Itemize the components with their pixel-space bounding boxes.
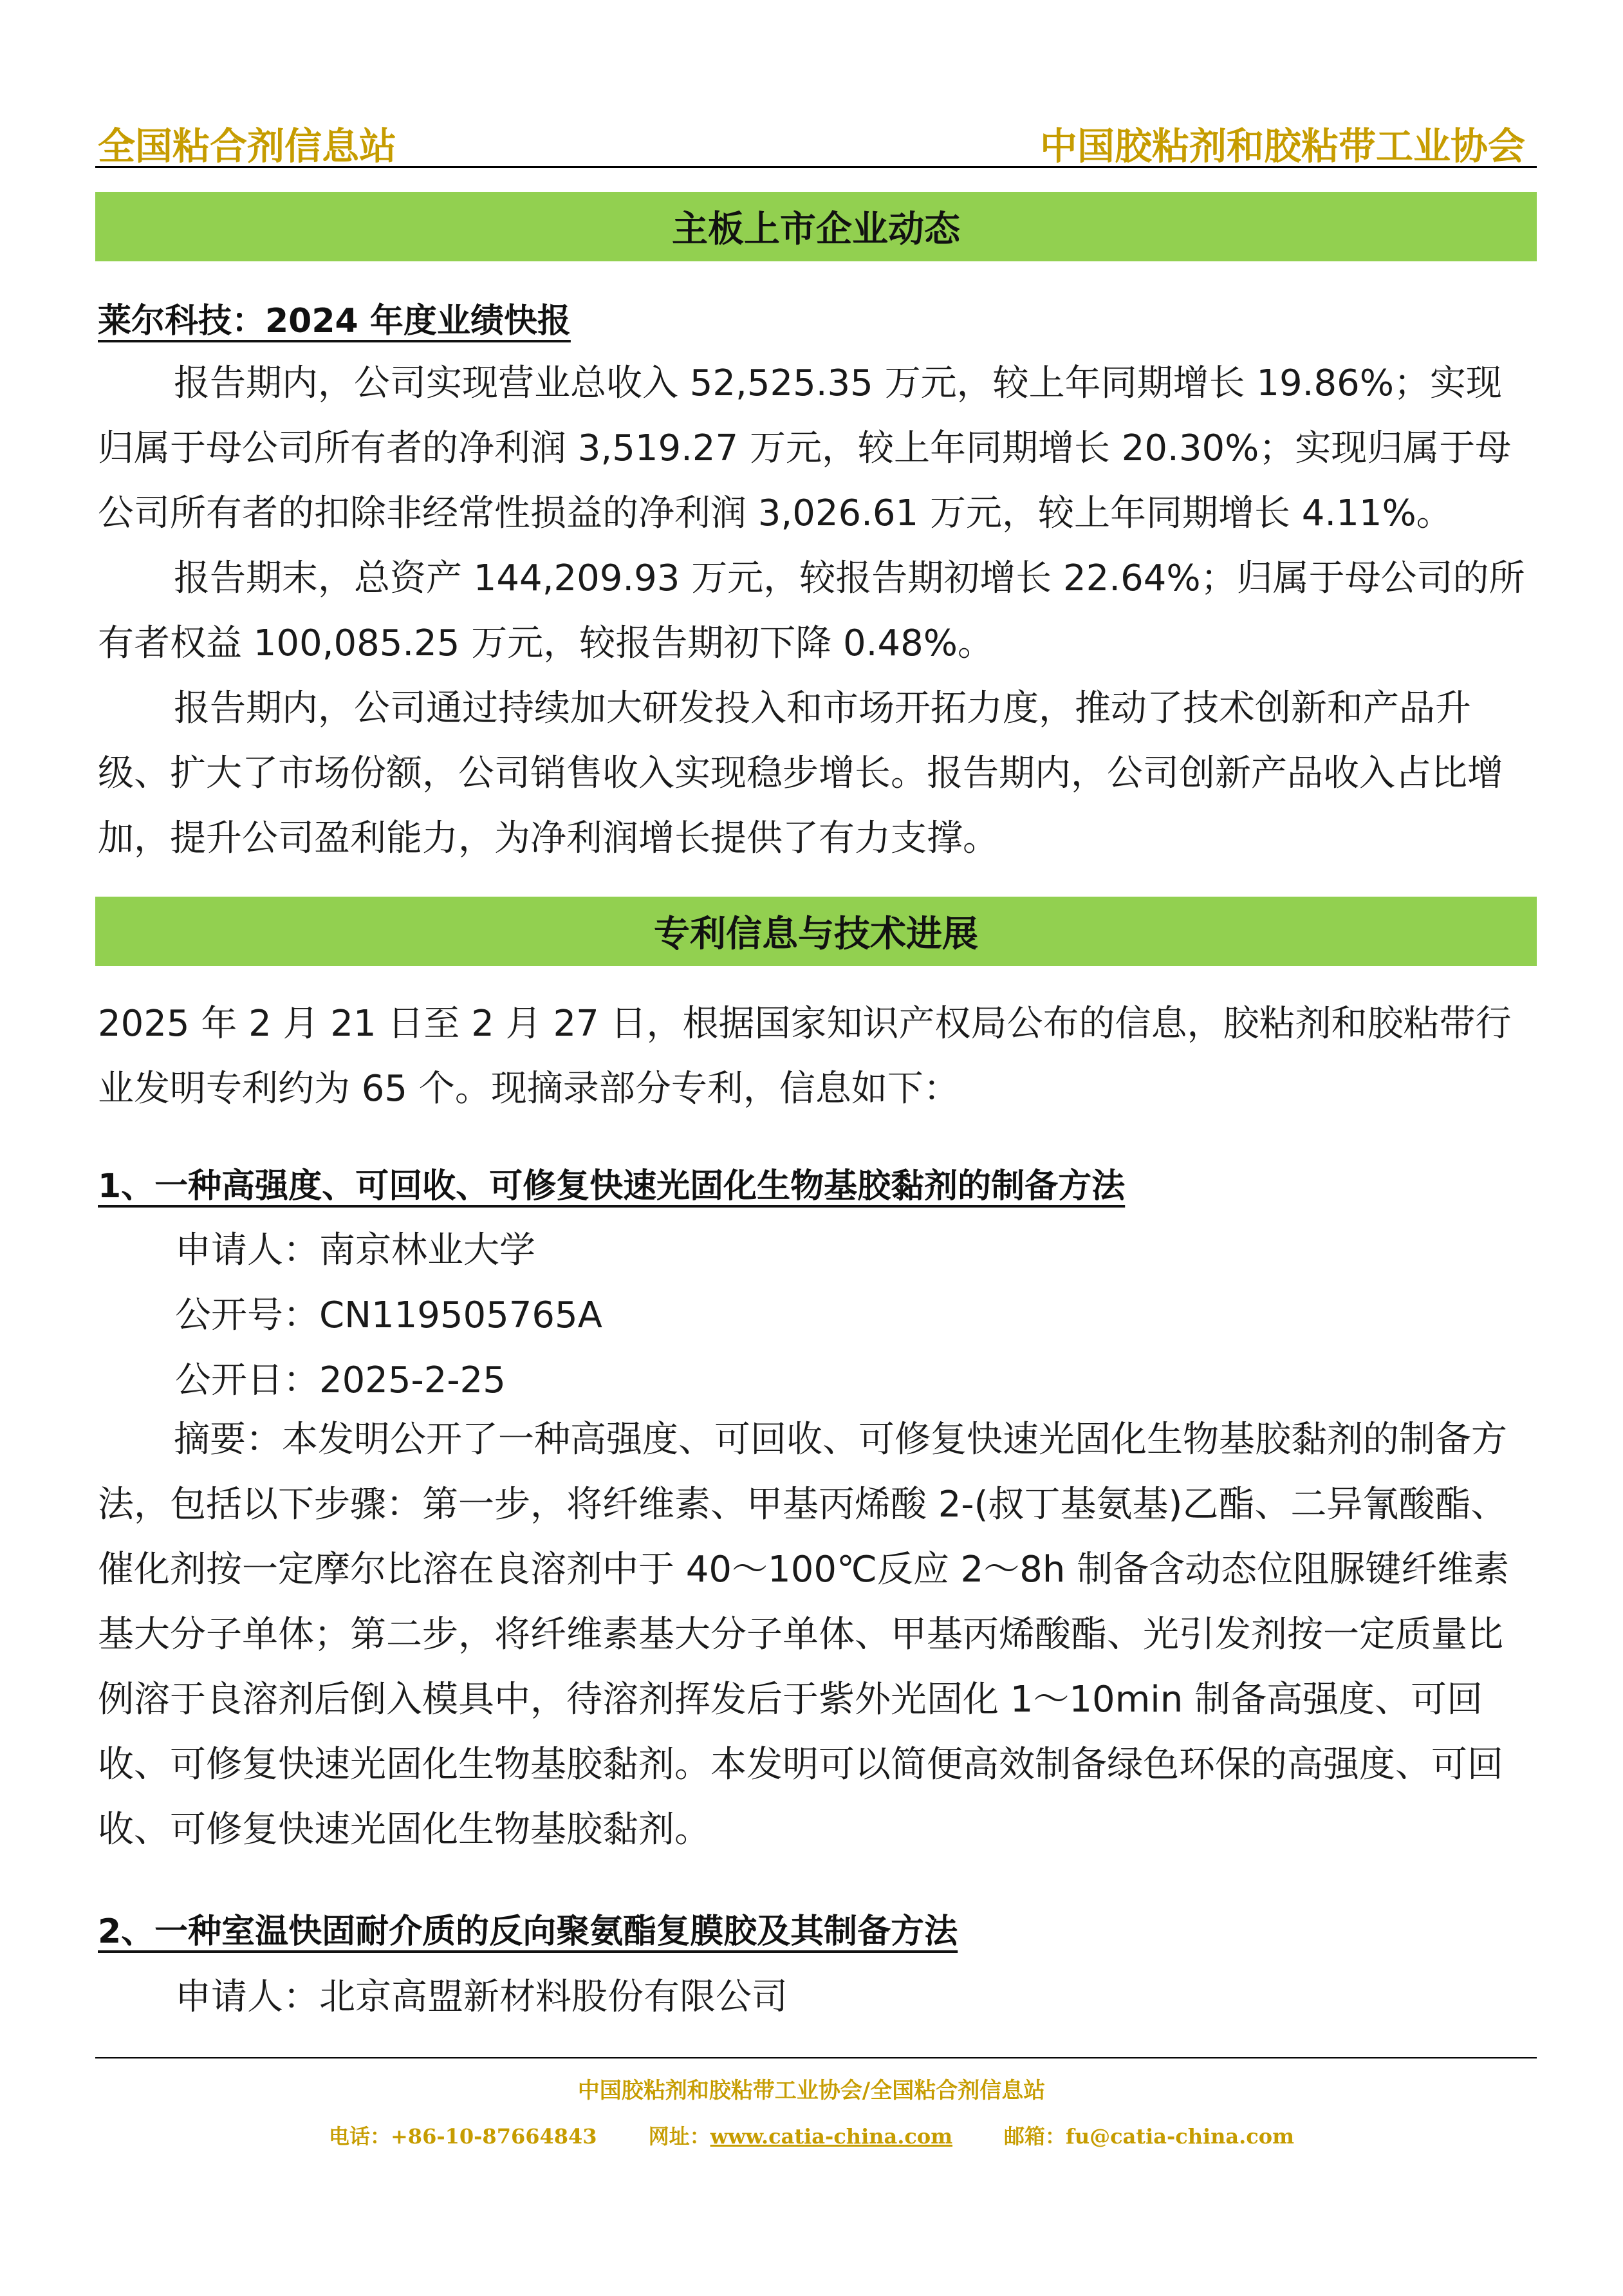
patent-intro: 2025 年 2 月 21 日至 2 月 27 日，根据国家知识产权局公布的信息，胶粘剂和胶粘带行业发明专利约为 65 个。现摘录部分专利，信息如下：: [98, 1003, 1512, 1110]
patent-pub-date: 公开日：2025-2-25: [175, 1359, 506, 1401]
patent-pub-no: 公开号：CN119505765A: [175, 1294, 602, 1336]
paragraph-text: 报告期内，公司实现营业总收入 52,525.35 万元，较上年同期增长 19.86%；实现归属于母公司所有者的净利润 3,519.27 万元，较上年同期增长 20.30%；实现归属于母公司所有者的扣除非经常性损益的净利润 3,026.61 万元，较上年同期增长 4.11%。: [98, 362, 1512, 534]
paragraph-growth: [98, 676, 1537, 871]
header-right-title: 中国胶粘剂和胶粘带工业协会: [1039, 124, 1525, 168]
header-left-title: 全国粘合剂信息站: [98, 124, 397, 168]
footer-web-label: 网址：: [648, 2124, 710, 2149]
paragraph-text: 报告期末，总资产 144,209.93 万元，较报告期初增长 22.64%；归属于母公司的所有者权益 100,085.25 万元，较报告期初下降 0.48%。: [98, 557, 1525, 664]
paragraph-text: 报告期内，公司通过持续加大研发投入和市场开拓力度，推动了技术创新和产品升级、扩大了市场份额，公司销售收入实现稳步增长。报告期内，公司创新产品收入占比增加，提升公司盈利能力，为净利润增长提供了有力支撑。: [98, 687, 1503, 859]
patent-abstract: [98, 1407, 1537, 1862]
patent-title: 1、一种高强度、可回收、可修复快速光固化生物基胶黏剂的制备方法: [98, 1167, 1126, 1206]
section-band-listed-companies: [95, 192, 1537, 261]
footer-phone: 电话：+86-10-87664843: [328, 2124, 597, 2149]
footer-contact: [0, 2120, 1623, 2150]
section-band-title: 主板上市企业动态: [672, 209, 960, 250]
footer-organization: 中国胶粘剂和胶粘带工业协会/全国粘合剂信息站: [577, 2078, 1046, 2104]
header-divider: [95, 166, 1537, 168]
section-band-title: 专利信息与技术进展: [654, 913, 978, 955]
abstract-text: 摘要：本发明公开了一种高强度、可回收、可修复快速光固化生物基胶黏剂的制备方法，包括以下步骤：第一步，将纤维素、甲基丙烯酸 2-(叔丁基氨基)乙酯、二异氰酸酯、催化剂按一定摩尔比溶在良溶剂中于 40～100℃反应 2～8h 制备含动态位阻脲键纤维素基大分子单体；第二步，将纤维素基大分子单体、甲基丙烯酸酯、光引发剂按一定质量比例溶于良溶剂后倒入模具中，待溶剂挥发后于紫外光固化 1～10min 制备高强度、可回收、可修复快速光固化生物基胶黏剂。本发明可以简便高效制备绿色环保的高强度、可回收、可修复快速光固化生物基胶黏剂。: [98, 1419, 1510, 1851]
patent-applicant: 申请人：北京高盟新材料股份有限公司: [175, 1976, 788, 2018]
patent-title: 2、一种室温快固耐介质的反向聚氨酯复膜胶及其制备方法: [98, 1912, 958, 1951]
footer-email: 邮箱：fu@catia-china.com: [1004, 2124, 1294, 2149]
article-title: 莱尔科技：2024 年度业绩快报: [98, 302, 571, 341]
patent-applicant: 申请人：南京林业大学: [175, 1229, 535, 1271]
paragraph-revenue: [98, 351, 1537, 546]
paragraph-assets: [98, 546, 1537, 676]
footer-website-link[interactable]: www.catia-china.com: [710, 2124, 953, 2149]
section-band-patents: [95, 897, 1537, 966]
footer-divider: [95, 2057, 1537, 2058]
